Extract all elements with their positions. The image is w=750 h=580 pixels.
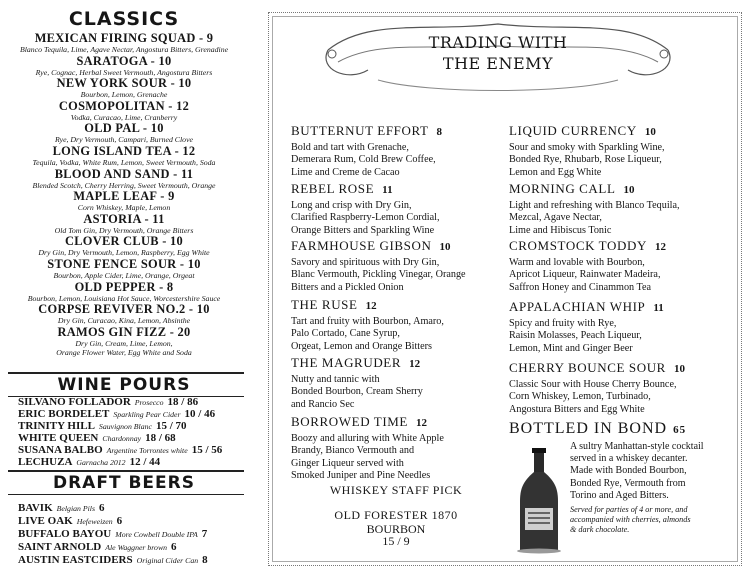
cocktail-item: FARMHOUSE GIBSON 10 Savory and spirituous with Dry Gin, Blanc Vermouth, Pickling Vinegar, Orange Bitters and a Pickled Onion bbox=[291, 238, 466, 293]
staff-pick: WHISKEY STAFF PICK OLD FORESTER 1870 BOURBON 15 / 9 bbox=[329, 483, 463, 548]
list-item: STONE FENCE SOUR - 10 Bourbon, Apple Cider, Lime, Orange, Orgeat bbox=[47, 256, 201, 280]
list-item: OLD PAL - 10 Rye, Dry Vermouth, Campari, Burned Clove bbox=[54, 121, 193, 145]
wine-row: ERIC BORDELET Sparkling Pear Cider 10 / 46 bbox=[18, 408, 216, 420]
list-item: BLOOD AND SAND - 11 Blended Scotch, Cherry Herring, Sweet Vermouth, Orange bbox=[32, 166, 216, 190]
wine-heading: WINE POURS bbox=[57, 375, 191, 395]
list-item: CLOVER CLUB - 10 Dry Gin, Dry Vermouth, Lemon, Raspberry, Egg White bbox=[38, 234, 210, 258]
whiskey-bottle-illustration bbox=[514, 446, 564, 554]
wine-row: LECHUZA Garnacha 2012 12 / 44 bbox=[18, 456, 161, 468]
cocktail-item: THE MAGRUDER 12 Nutty and tannic with Bonded Bourbon, Cream Sherry and Rancio Sec bbox=[291, 355, 423, 410]
wine-row: SILVANO FOLLADOR Prosecco 18 / 86 bbox=[18, 396, 199, 408]
bottled-in-bond-note: Served for parties of 4 or more, and accompanied with cherries, almonds & dark chocolate. bbox=[570, 505, 691, 534]
cocktail-item: CROMSTOCK TODDY 12 Warm and lovable with Bourbon, Apricot Liqueur, Rainwater Madeira, Saffron Honey and Cinammon Tea bbox=[509, 238, 666, 293]
cocktail-item: MORNING CALL 10 Light and refreshing with Blanco Tequila, Mezcal, Agave Nectar, Lime and Hibiscus Tonic bbox=[509, 181, 680, 236]
list-item: OLD PEPPER - 8 Bourbon, Lemon, Louisiana Hot Sauce, Worcestershire Sauce bbox=[27, 279, 221, 303]
list-item: LONG ISLAND TEA - 12 Tequila, Vodka, White Rum, Lemon, Sweet Vermouth, Soda bbox=[32, 143, 216, 167]
list-item: RAMOS GIN FIZZ - 20 Dry Gin, Cream, Lime, Lemon, Orange Flower Water, Egg White and Soda bbox=[56, 324, 192, 358]
list-item: NEW YORK SOUR - 10 Bourbon, Lemon, Grenache bbox=[56, 76, 192, 100]
beer-row: SAINT ARNOLD Ale Waggner brown 6 bbox=[18, 541, 177, 553]
cocktail-item: REBEL ROSE 11 Long and crisp with Dry Gin, Clarified Raspberry-Lemon Cordial, Orange Bitters and Sparkling Wine bbox=[291, 181, 440, 236]
cocktail-item: APPALACHIAN WHIP 11 Spicy and fruity with Rye, Raisin Molasses, Peach Liqueur, Lemon, Mint and Ginger Beer bbox=[509, 299, 664, 354]
classics-panel bbox=[0, 0, 248, 580]
bottled-in-bond-description: A sultry Manhattan-style cocktail served in a whiskey decanter. Made with Bonded Bourbon, Bonded Rye, Vermouth from Torino and Aged Bitters. bbox=[570, 441, 704, 501]
list-item: SARATOGA - 10 Rye, Cognac, Herbal Sweet Vermouth, Angostura Bitters bbox=[35, 53, 213, 77]
trading-panel bbox=[258, 0, 750, 580]
list-item: CORPSE REVIVER NO.2 - 10 Dry Gin, Curacao, Kina, Lemon, Absinthe bbox=[38, 302, 210, 326]
wine-row: TRINITY HILL Sauvignon Blanc 15 / 70 bbox=[18, 420, 187, 432]
list-item: MEXICAN FIRING SQUAD - 9 Blanco Tequila, Lime, Agave Nectar, Angostura Bitters, Grenadine bbox=[19, 31, 229, 54]
cocktail-item: BORROWED TIME 12 Boozy and alluring with White Apple Brandy, Bianco Vermouth and Ginger Liqueur served with Smoked Juniper and Pine Needles bbox=[291, 414, 444, 482]
list-item: MAPLE LEAF - 9 Corn Whiskey, Maple, Lemon bbox=[73, 189, 175, 213]
wine-row: WHITE QUEEN Chardonnay 18 / 68 bbox=[18, 432, 176, 444]
classics-heading: CLASSICS bbox=[68, 8, 180, 30]
list-item: ASTORIA - 11 Old Tom Gin, Dry Vermouth, Orange Bitters bbox=[54, 211, 194, 235]
list-item: COSMOPOLITAN - 12 Vodka, Curacao, Lime, Cranberry bbox=[58, 98, 190, 122]
divider bbox=[8, 470, 244, 472]
cocktail-item: CHERRY BOUNCE SOUR 10 Classic Sour with House Cherry Bounce, Corn Whiskey, Lemon, Turbinado, Angostura Bitters and Egg White bbox=[509, 360, 685, 415]
beer-row: BUFFALO BAYOU More Cowbell Double IPA 7 bbox=[18, 528, 208, 540]
cocktail-item: LIQUID CURRENCY 10 Sour and smoky with Sparkling Wine, Bonded Rye, Rhubarb, Rose Liqueur, Lemon and Egg White bbox=[509, 123, 665, 178]
wine-row: SUSANA BALBO Argentine Torrontes white 15 / 56 bbox=[18, 444, 223, 456]
cocktail-item: THE RUSE 12 Tart and fruity with Bourbon, Amaro, Palo Cortado, Cane Syrup, Orgeat, Lemon and Orange Bitters bbox=[291, 297, 444, 352]
beer-row: LIVE OAK Hefeweizen 6 bbox=[18, 515, 123, 527]
bottled-in-bond-heading: BOTTLED IN BOND 65 bbox=[509, 420, 687, 437]
beer-row: BAVIK Belgian Pils 6 bbox=[18, 502, 105, 514]
beer-heading: DRAFT BEERS bbox=[52, 473, 195, 493]
divider bbox=[8, 494, 244, 495]
classics-list bbox=[0, 32, 248, 358]
page-title: TRADING WITH THE ENEMY bbox=[428, 33, 568, 73]
cocktail-item: BUTTERNUT EFFORT 8 Bold and tart with Grenache, Demerara Rum, Cold Brew Coffee, Lime and Creme de Cacao bbox=[291, 123, 443, 178]
beer-row: AUSTIN EASTCIDERS Original Cider Can 8 bbox=[18, 554, 208, 566]
divider bbox=[8, 372, 244, 374]
